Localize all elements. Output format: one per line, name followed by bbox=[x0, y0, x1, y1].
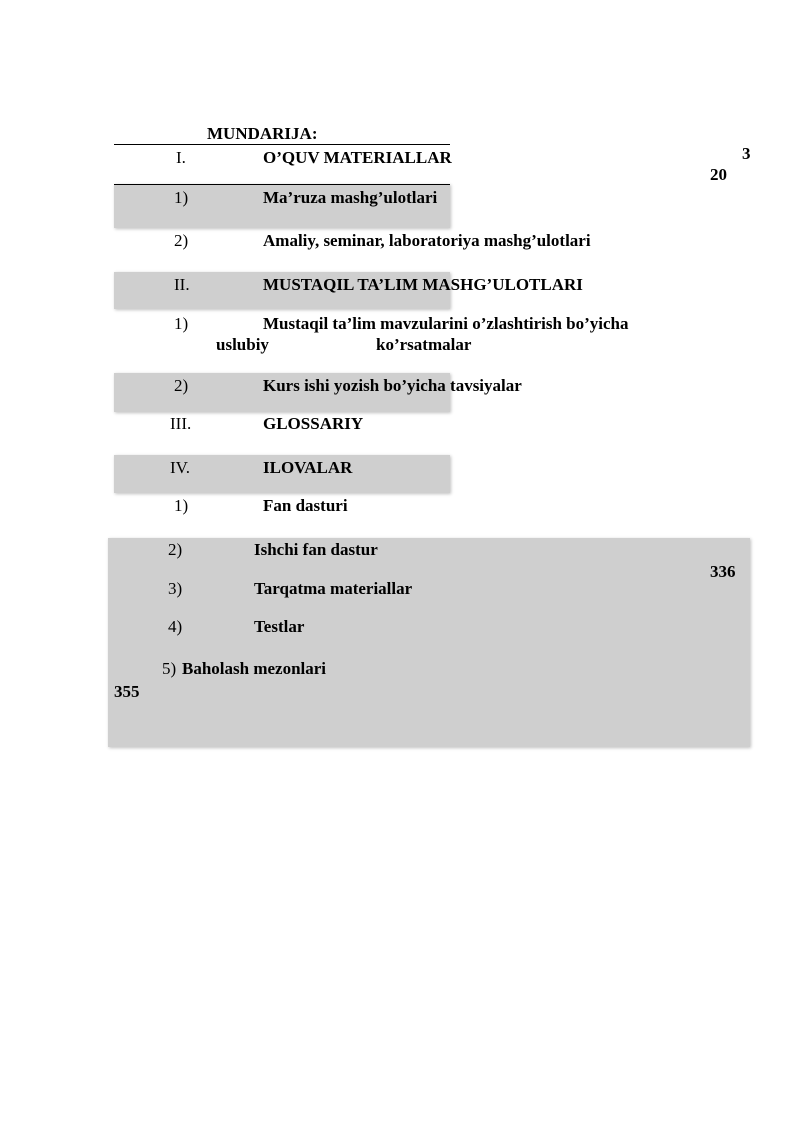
page-number-20: 20 bbox=[710, 165, 727, 184]
toc-item-mustaqil-mavzular: Mustaqil ta’lim mavzularini o’zlashtirish bo’yicha bbox=[263, 314, 629, 333]
toc-num-2c: 2) bbox=[168, 540, 183, 559]
toc-item-fan-dasturi: Fan dasturi bbox=[263, 496, 348, 515]
toc-num-1c: 1) bbox=[174, 496, 189, 515]
toc-num-5: 5) bbox=[162, 659, 177, 678]
section-rule bbox=[114, 184, 450, 185]
toc-item-tarqatma: Tarqatma materiallar bbox=[254, 579, 413, 598]
toc-item-kurs-ishi: Kurs ishi yozish bo’yicha tavsiyalar bbox=[263, 376, 522, 395]
toc-num-III: III. bbox=[170, 414, 192, 433]
heading-rule bbox=[114, 144, 450, 145]
toc-num-3: 3) bbox=[168, 579, 183, 598]
toc-num-4: 4) bbox=[168, 617, 183, 636]
toc-num-I: I. bbox=[176, 148, 186, 167]
toc-item-ishchi-fan-dastur: Ishchi fan dastur bbox=[254, 540, 378, 559]
toc-num-II: II. bbox=[174, 275, 190, 294]
page-number-355: 355 bbox=[114, 682, 140, 701]
toc-num-2: 2) bbox=[174, 231, 189, 250]
toc-item-mustaqil-cont-a: uslubiy bbox=[216, 335, 269, 354]
toc-item-maruza: Ma’ruza mashg’ulotlari bbox=[263, 188, 438, 207]
toc-item-amaliy: Amaliy, seminar, laboratoriya mashg’ulotlari bbox=[263, 231, 591, 250]
page-number-336: 336 bbox=[710, 562, 736, 581]
toc-num-1b: 1) bbox=[174, 314, 189, 333]
shade-band-5 bbox=[108, 538, 750, 747]
toc-item-mustaqil-talim: MUSTAQIL TA’LIM MASHG’ULOTLARI bbox=[263, 275, 583, 294]
page-number-3: 3 bbox=[742, 144, 751, 163]
toc-heading: MUNDARIJA: bbox=[207, 124, 318, 143]
toc-num-1: 1) bbox=[174, 188, 189, 207]
toc-num-2b: 2) bbox=[174, 376, 189, 395]
toc-item-oquv-materiallar: O’QUV MATERIALLAR bbox=[263, 148, 452, 167]
toc-item-glossariy: GLOSSARIY bbox=[263, 414, 364, 433]
toc-item-ilovalar: ILOVALAR bbox=[263, 458, 353, 477]
toc-item-mustaqil-cont-b: ko’rsatmalar bbox=[376, 335, 472, 354]
toc-item-testlar: Testlar bbox=[254, 617, 305, 636]
toc-num-IV: IV. bbox=[170, 458, 190, 477]
toc-item-baholash: Baholash mezonlari bbox=[182, 659, 327, 678]
